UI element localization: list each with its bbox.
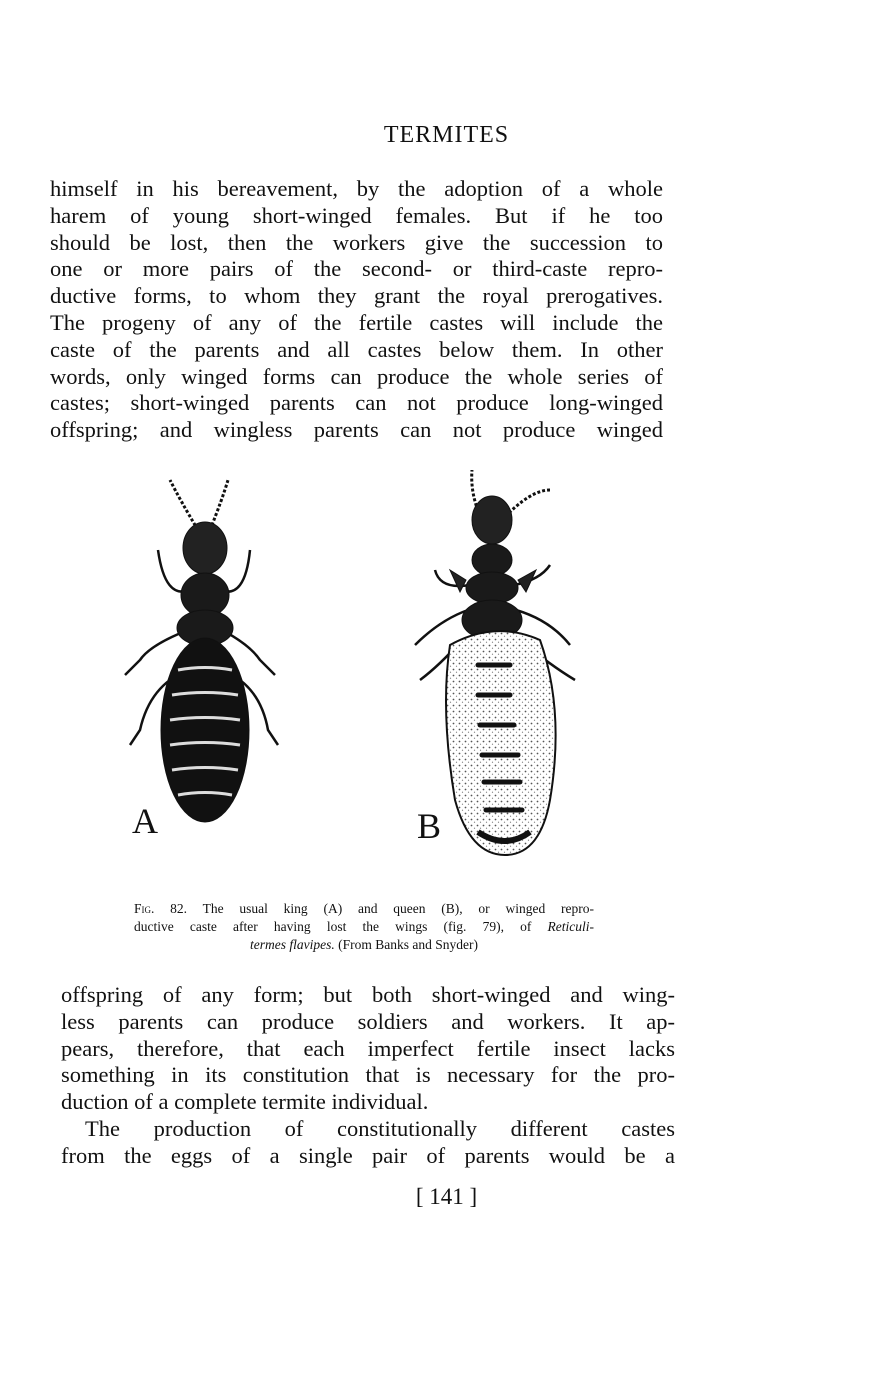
text-line: himself in his bereavement, by the adoption of a whole: [50, 176, 663, 201]
king-termite-figure: [125, 480, 278, 822]
running-head: TERMITES: [383, 122, 510, 148]
caption-text: ductive caste after having lost the wings (fig. 79), of: [134, 919, 532, 934]
text-line: The progeny of any of the fertile castes will include the: [50, 309, 663, 335]
figure-label-b: B: [417, 806, 442, 846]
page-number: [ 141 ]: [415, 1184, 478, 1209]
caption-line: [134, 918, 594, 936]
paragraph-top: [50, 176, 663, 444]
text-line: something in its constitution that is necessary for the pro-: [61, 1062, 675, 1088]
text-line: The production of constitutionally different castes: [85, 1115, 675, 1141]
queen-termite-figure: [415, 470, 575, 855]
text-line: harem of young short-winged females. But if he too: [50, 202, 663, 228]
text-line: from the eggs of a single pair of parents would be a: [61, 1142, 675, 1168]
text-line: words, only winged forms can produce the whole series of: [50, 363, 663, 389]
caption-fig-label: Fig. 82.: [134, 901, 188, 916]
text-line: one or more pairs of the second- or third-caste repro-: [50, 256, 663, 282]
caption-line: [134, 900, 594, 918]
text-line: less parents can produce soldiers and workers. It ap-: [61, 1008, 675, 1034]
text-line: offspring of any form; but both short-winged and wing-: [61, 982, 675, 1007]
caption-text: The usual king (A) and queen (B), or winged repro-: [202, 901, 594, 916]
text-line: offspring; and wingless parents can not produce winged: [50, 417, 663, 443]
paragraph-bottom: [61, 982, 675, 1170]
figure-label-a: A: [132, 801, 158, 841]
caption-line: [134, 936, 594, 954]
caption-italic-text: termes flavipes.: [250, 937, 335, 952]
figure-caption: [134, 900, 594, 954]
text-line: castes; short-winged parents can not produce long-winged: [50, 390, 663, 416]
text-line: pears, therefore, that each imperfect fertile insect lacks: [61, 1035, 675, 1061]
caption-text: (From Banks and Snyder): [338, 937, 478, 952]
text-line: caste of the parents and all castes below them. In other: [50, 336, 663, 362]
text-line: should be lost, then the workers give the succession to: [50, 229, 663, 255]
text-line: duction of a complete termite individual.: [61, 1089, 429, 1115]
caption-italic-text: Reticuli-: [547, 919, 595, 934]
text-line: ductive forms, to whom they grant the royal prerogatives.: [50, 283, 663, 309]
termite-illustration: [110, 470, 630, 870]
